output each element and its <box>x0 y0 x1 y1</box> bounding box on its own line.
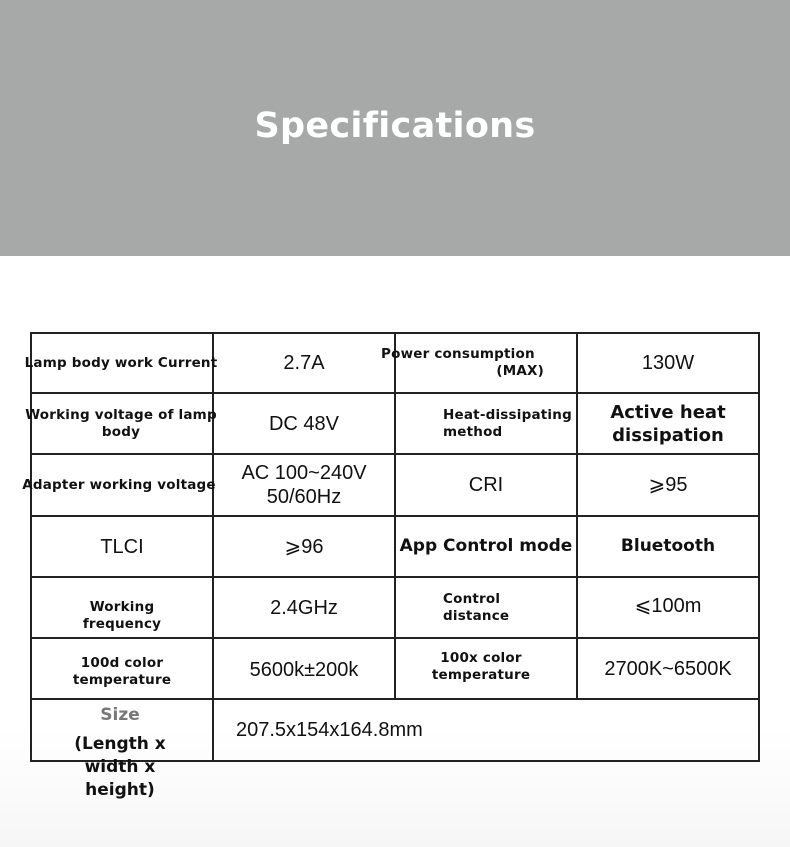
spec-value-text: 50/60Hz <box>266 486 342 508</box>
spec-label-tlci <box>32 517 212 576</box>
spec-label-size <box>32 704 208 804</box>
spec-label-working-frequency <box>32 578 212 637</box>
spec-value-working-voltage <box>214 394 394 453</box>
spec-value-text: ⩾95 <box>648 474 688 496</box>
spec-label-text: method <box>443 423 503 440</box>
spec-label-text: CRI <box>468 474 504 496</box>
spec-label-text: App Control mode <box>399 536 573 556</box>
spec-label-working-voltage <box>18 394 224 453</box>
spec-value-text: 2.4GHz <box>270 596 338 619</box>
spec-label-100x-color-temp <box>396 639 566 695</box>
spec-label-text: Power consumption <box>381 346 535 362</box>
spec-label-text: Heat-dissipating <box>443 406 572 423</box>
spec-label-text: frequency <box>82 615 162 632</box>
spec-value-text: ⩽100m <box>634 594 702 617</box>
spec-value-size <box>236 700 536 760</box>
spec-value-text: 2.7A <box>283 352 325 374</box>
spec-value-100x-color-temp <box>578 639 758 698</box>
spec-value-text: ⩾96 <box>284 535 324 558</box>
spec-value-text: Bluetooth <box>620 536 716 556</box>
spec-value-text: DC 48V <box>268 412 340 435</box>
spec-value-adapter-voltage <box>214 455 394 515</box>
spec-label-text: (Length x <box>74 734 166 754</box>
spec-label-lamp-current <box>18 334 224 392</box>
spec-value-text: 130W <box>641 352 695 374</box>
spec-label-heat-method <box>396 394 576 453</box>
spec-value-text: 207.5x154x164.8mm <box>236 719 423 741</box>
spec-label-text: TLCI <box>100 535 144 558</box>
spec-value-power-consumption <box>578 334 758 392</box>
spec-value-cri <box>578 455 758 515</box>
spec-value-text: 5600k±200k <box>249 658 359 681</box>
spec-value-control-distance <box>578 578 758 633</box>
spec-label-100d-color-temp <box>32 639 212 698</box>
spec-value-lamp-current <box>214 334 394 392</box>
spec-label-text: Adapter working voltage <box>22 476 216 493</box>
spec-value-tlci <box>214 517 394 576</box>
spec-value-100d-color-temp <box>214 639 394 700</box>
spec-label-text: Control <box>443 590 501 607</box>
spec-label-cri <box>396 455 576 515</box>
spec-value-text: 2700K~6500K <box>604 657 732 680</box>
spec-label-app-control <box>392 517 580 576</box>
spec-label-text: Working <box>89 598 155 615</box>
spec-label-text: 100x color <box>440 650 522 666</box>
spec-label-text: width x <box>84 757 156 777</box>
spec-label-text: temperature <box>72 671 172 688</box>
spec-value-text: AC 100~240V <box>241 462 367 484</box>
spec-label-text: 100d color <box>80 654 164 671</box>
page-title: Specifications <box>254 106 536 146</box>
spec-label-text: Size <box>100 705 140 725</box>
spec-label-text: distance <box>443 607 510 624</box>
spec-label-adapter-voltage <box>14 455 224 515</box>
spec-label-control-distance <box>396 578 576 637</box>
header-banner <box>0 0 790 256</box>
spec-value-text: dissipation <box>612 424 724 446</box>
spec-label-text: (MAX) <box>496 363 544 379</box>
spec-label-text: height) <box>85 780 155 800</box>
table-border-right <box>758 332 760 762</box>
spec-label-text: Working voltage of lamp <box>25 406 217 423</box>
spec-value-heat-method <box>578 394 758 453</box>
spec-value-working-frequency <box>214 578 394 637</box>
spec-label-power-consumption <box>378 334 588 392</box>
spec-label-text: temperature <box>431 667 531 683</box>
spec-label-text: body <box>101 423 141 440</box>
spec-value-app-control <box>578 517 758 576</box>
spec-value-text: Active heat <box>610 401 726 423</box>
spec-label-text: Lamp body work Current <box>24 354 218 371</box>
